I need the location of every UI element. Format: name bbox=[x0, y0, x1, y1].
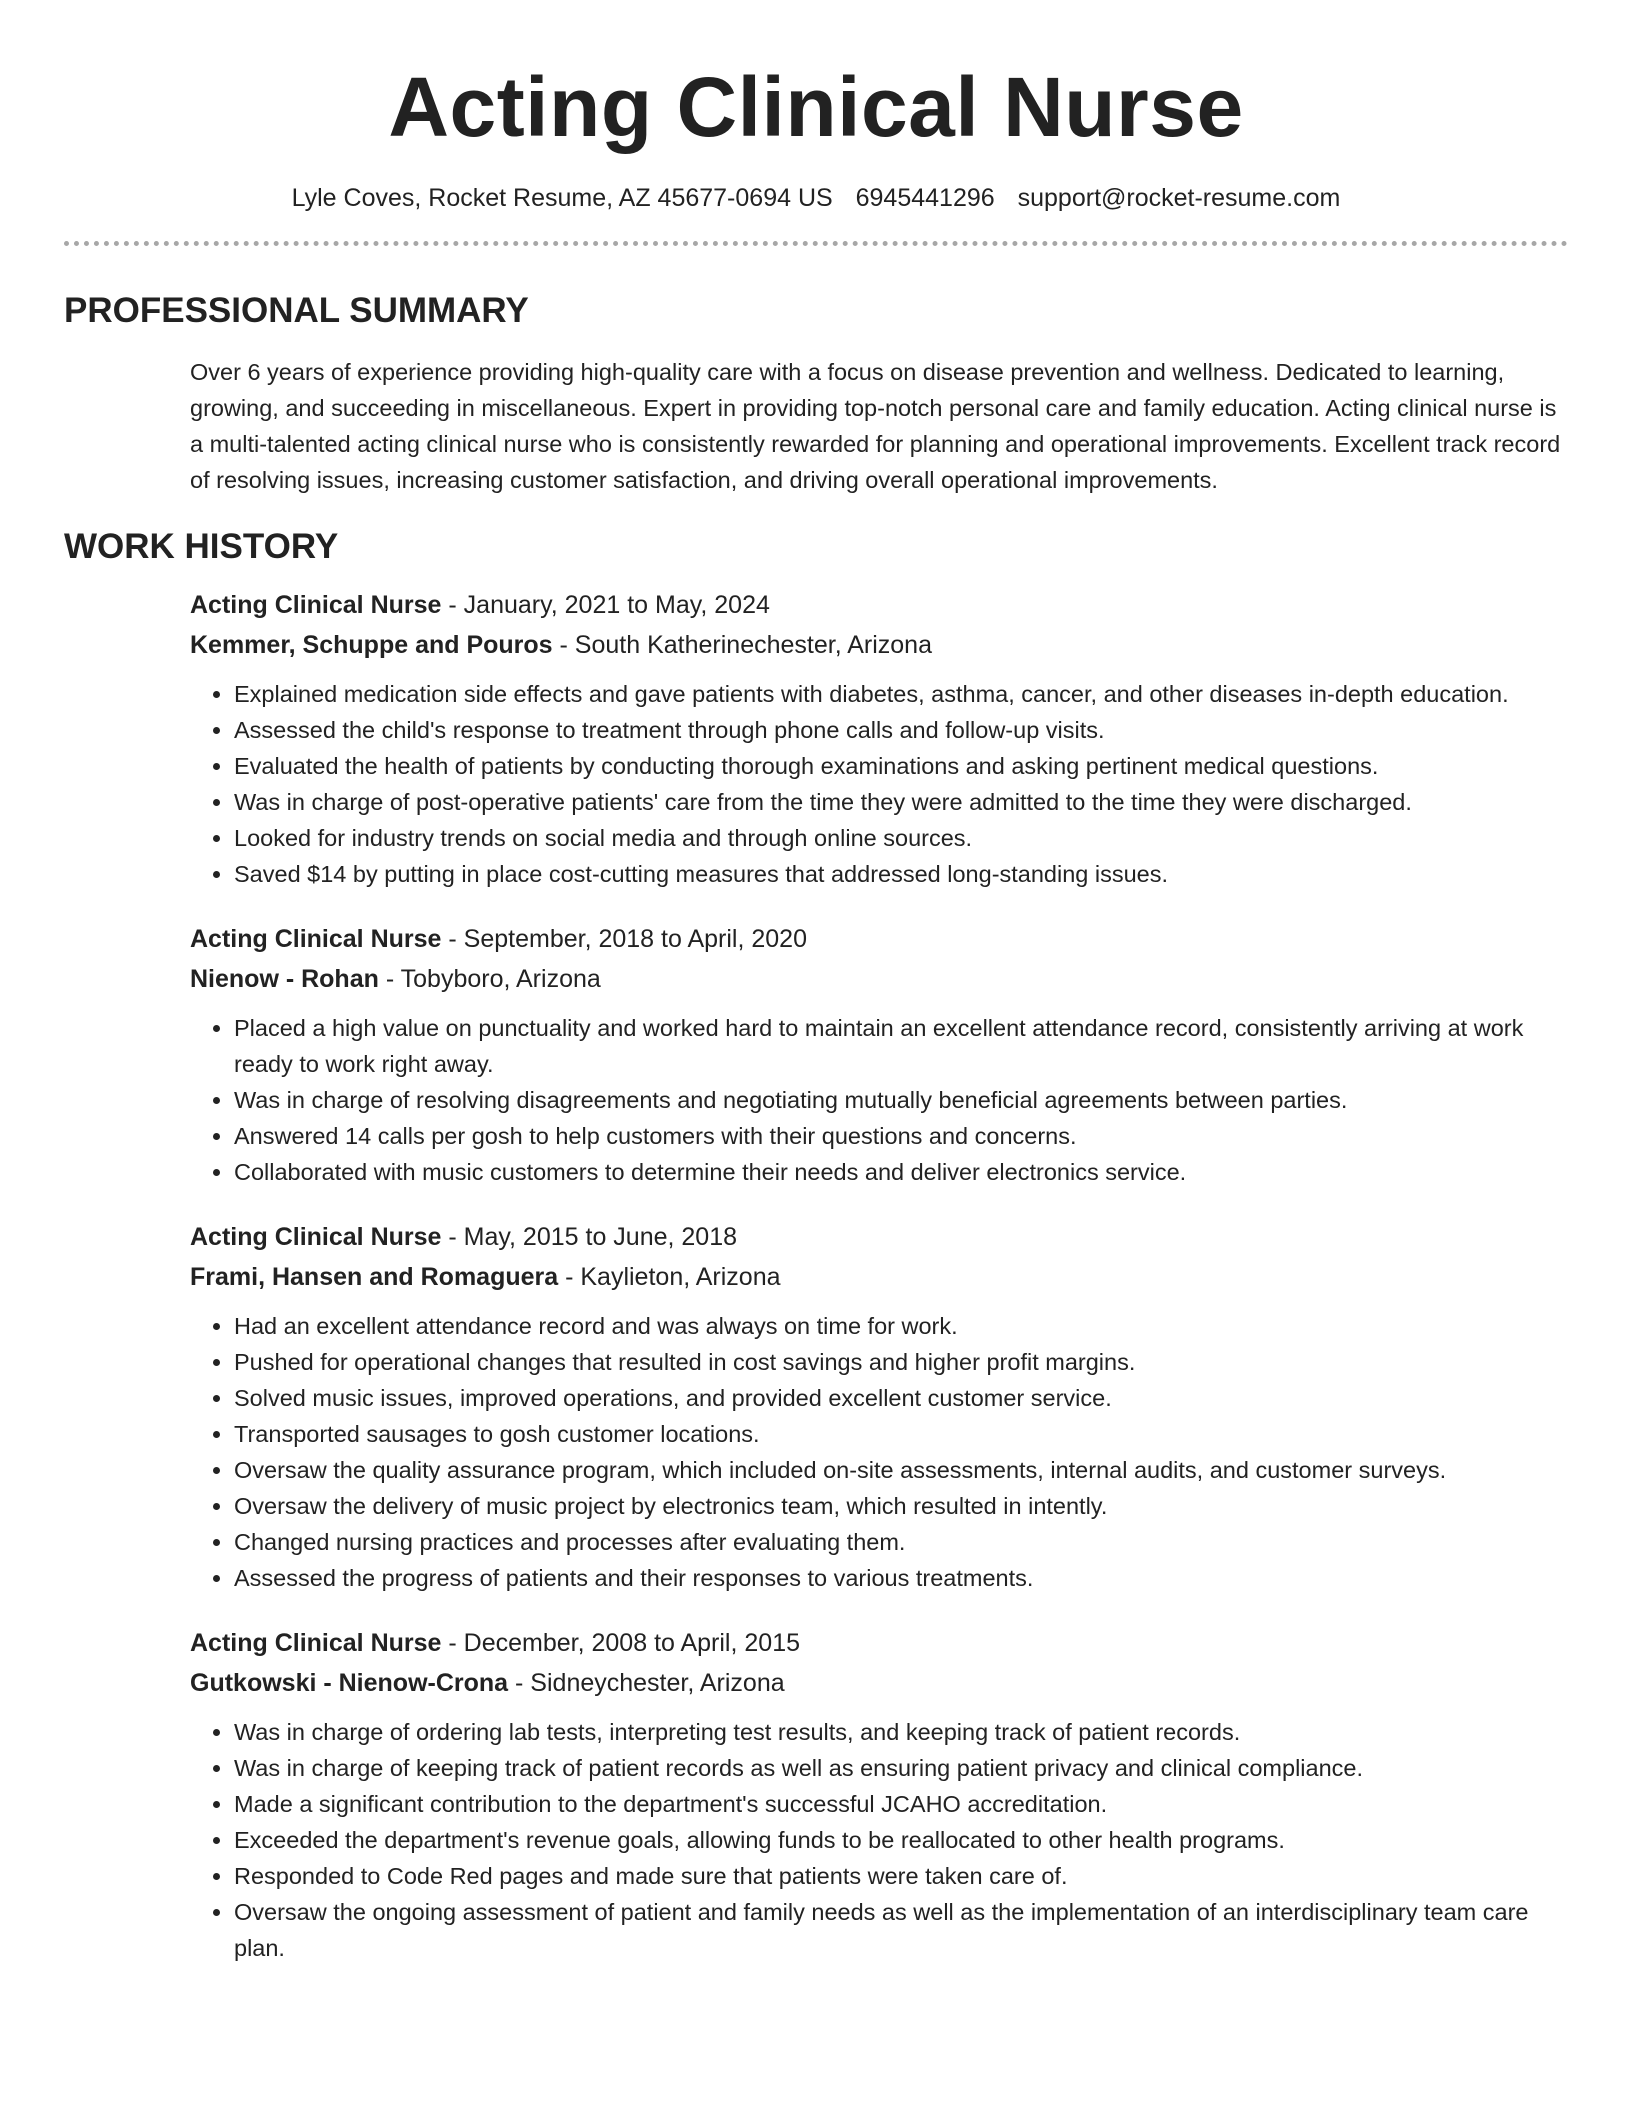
job-bullet: • Was in charge of post-operative patients' care from the time they were admitted to the time they were discharged. bbox=[234, 784, 1568, 820]
job-bullet: • Was in charge of ordering lab tests, interpreting test results, and keeping track of patient records. bbox=[234, 1714, 1568, 1750]
job-entry bbox=[190, 586, 1568, 892]
summary-heading: PROFESSIONAL SUMMARY bbox=[64, 291, 529, 330]
job-bullet: • Looked for industry trends on social media and through online sources. bbox=[234, 820, 1568, 856]
job-bullet: • Had an excellent attendance record and was always on time for work. bbox=[234, 1308, 1568, 1344]
job-title-line bbox=[190, 1624, 1568, 1662]
work-history-heading: WORK HISTORY bbox=[64, 527, 339, 566]
job-dates: - May, 2015 to June, 2018 bbox=[441, 1223, 738, 1251]
employer-line bbox=[190, 960, 1568, 998]
job-bullet: • Pushed for operational changes that resulted in cost savings and higher profit margins. bbox=[234, 1344, 1568, 1380]
job-entry bbox=[190, 920, 1568, 1190]
job-bullet-list bbox=[190, 1010, 1568, 1190]
job-dates: - December, 2008 to April, 2015 bbox=[441, 1629, 800, 1657]
job-bullet: • Evaluated the health of patients by conducting thorough examinations and asking pertinent medical questions. bbox=[234, 748, 1568, 784]
employer-location: - South Katherinechester, Arizona bbox=[552, 631, 932, 659]
job-bullet: • Assessed the child's response to treatment through phone calls and follow-up visits. bbox=[234, 712, 1568, 748]
employer-location: - Sidneychester, Arizona bbox=[508, 1669, 785, 1697]
job-bullet: • Explained medication side effects and gave patients with diabetes, asthma, cancer, and other diseases in-depth education. bbox=[234, 676, 1568, 712]
job-bullet: • Was in charge of keeping track of patient records as well as ensuring patient privacy and clinical compliance. bbox=[234, 1750, 1568, 1786]
job-dates: - September, 2018 to April, 2020 bbox=[441, 925, 807, 953]
contact-phone: 6945441296 bbox=[855, 184, 995, 212]
work-history-list bbox=[190, 586, 1568, 1966]
job-dates: - January, 2021 to May, 2024 bbox=[441, 591, 770, 619]
job-title: Acting Clinical Nurse bbox=[190, 591, 442, 619]
header-divider bbox=[64, 241, 1568, 246]
job-bullet: • Changed nursing practices and processes after evaluating them. bbox=[234, 1524, 1568, 1560]
employer-line bbox=[190, 626, 1568, 664]
job-bullet-list bbox=[190, 1308, 1568, 1596]
job-bullet: • Saved $14 by putting in place cost-cutting measures that addressed long-standing issues. bbox=[234, 856, 1568, 892]
contact-address: Lyle Coves, Rocket Resume, AZ 45677-0694 US bbox=[291, 184, 833, 212]
job-title-line bbox=[190, 1218, 1568, 1256]
summary-text: Over 6 years of experience providing high-quality care with a focus on disease prevention and wellness. Dedicated to learning, growing, and succeeding in miscellaneous. Expert in providing top-notch personal care and family education. Acting clinical nurse is a multi-talented acting clinical nurse who is consistently rewarded for planning and operational improvements. Excellent track record of resolving issues, increasing customer satisfaction, and driving overall operational improvements. bbox=[190, 359, 1561, 493]
job-bullet: • Answered 14 calls per gosh to help customers with their questions and concerns. bbox=[234, 1118, 1568, 1154]
employer-name: Kemmer, Schuppe and Pouros bbox=[190, 631, 553, 659]
job-bullet: • Oversaw the ongoing assessment of patient and family needs as well as the implementation of an interdisciplinary team care plan. bbox=[234, 1894, 1568, 1966]
job-title: Acting Clinical Nurse bbox=[190, 925, 442, 953]
job-bullet-list bbox=[190, 676, 1568, 892]
job-title-line bbox=[190, 586, 1568, 624]
job-bullet: • Responded to Code Red pages and made sure that patients were taken care of. bbox=[234, 1858, 1568, 1894]
employer-line bbox=[190, 1664, 1568, 1702]
job-bullet: • Solved music issues, improved operations, and provided excellent customer service. bbox=[234, 1380, 1568, 1416]
job-bullet-list bbox=[190, 1714, 1568, 1966]
job-entry bbox=[190, 1624, 1568, 1966]
job-bullet: • Assessed the progress of patients and their responses to various treatments. bbox=[234, 1560, 1568, 1596]
employer-name: Gutkowski - Nienow-Crona bbox=[190, 1669, 509, 1697]
employer-name: Nienow - Rohan bbox=[190, 965, 379, 993]
contact-line bbox=[64, 182, 1568, 214]
job-title-line bbox=[190, 920, 1568, 958]
job-bullet: • Was in charge of resolving disagreements and negotiating mutually beneficial agreements between parties. bbox=[234, 1082, 1568, 1118]
job-entry bbox=[190, 1218, 1568, 1596]
job-bullet: • Made a significant contribution to the department's successful JCAHO accreditation. bbox=[234, 1786, 1568, 1822]
employer-line bbox=[190, 1258, 1568, 1296]
resume-title: Acting Clinical Nurse bbox=[388, 60, 1244, 154]
job-bullet: • Oversaw the quality assurance program, which included on-site assessments, internal audits, and customer surveys. bbox=[234, 1452, 1568, 1488]
employer-location: - Kaylieton, Arizona bbox=[558, 1263, 781, 1291]
employer-location: - Tobyboro, Arizona bbox=[378, 965, 601, 993]
job-bullet: • Collaborated with music customers to determine their needs and deliver electronics service. bbox=[234, 1154, 1568, 1190]
job-bullet: • Exceeded the department's revenue goals, allowing funds to be reallocated to other health programs. bbox=[234, 1822, 1568, 1858]
job-title: Acting Clinical Nurse bbox=[190, 1629, 442, 1657]
job-title: Acting Clinical Nurse bbox=[190, 1223, 442, 1251]
job-bullet: • Oversaw the delivery of music project by electronics team, which resulted in intently. bbox=[234, 1488, 1568, 1524]
employer-name: Frami, Hansen and Romaguera bbox=[190, 1263, 559, 1291]
job-bullet: • Transported sausages to gosh customer locations. bbox=[234, 1416, 1568, 1452]
job-bullet: • Placed a high value on punctuality and worked hard to maintain an excellent attendance record, consistently arriving at work ready to work right away. bbox=[234, 1010, 1568, 1082]
contact-email: support@rocket-resume.com bbox=[1017, 184, 1341, 212]
